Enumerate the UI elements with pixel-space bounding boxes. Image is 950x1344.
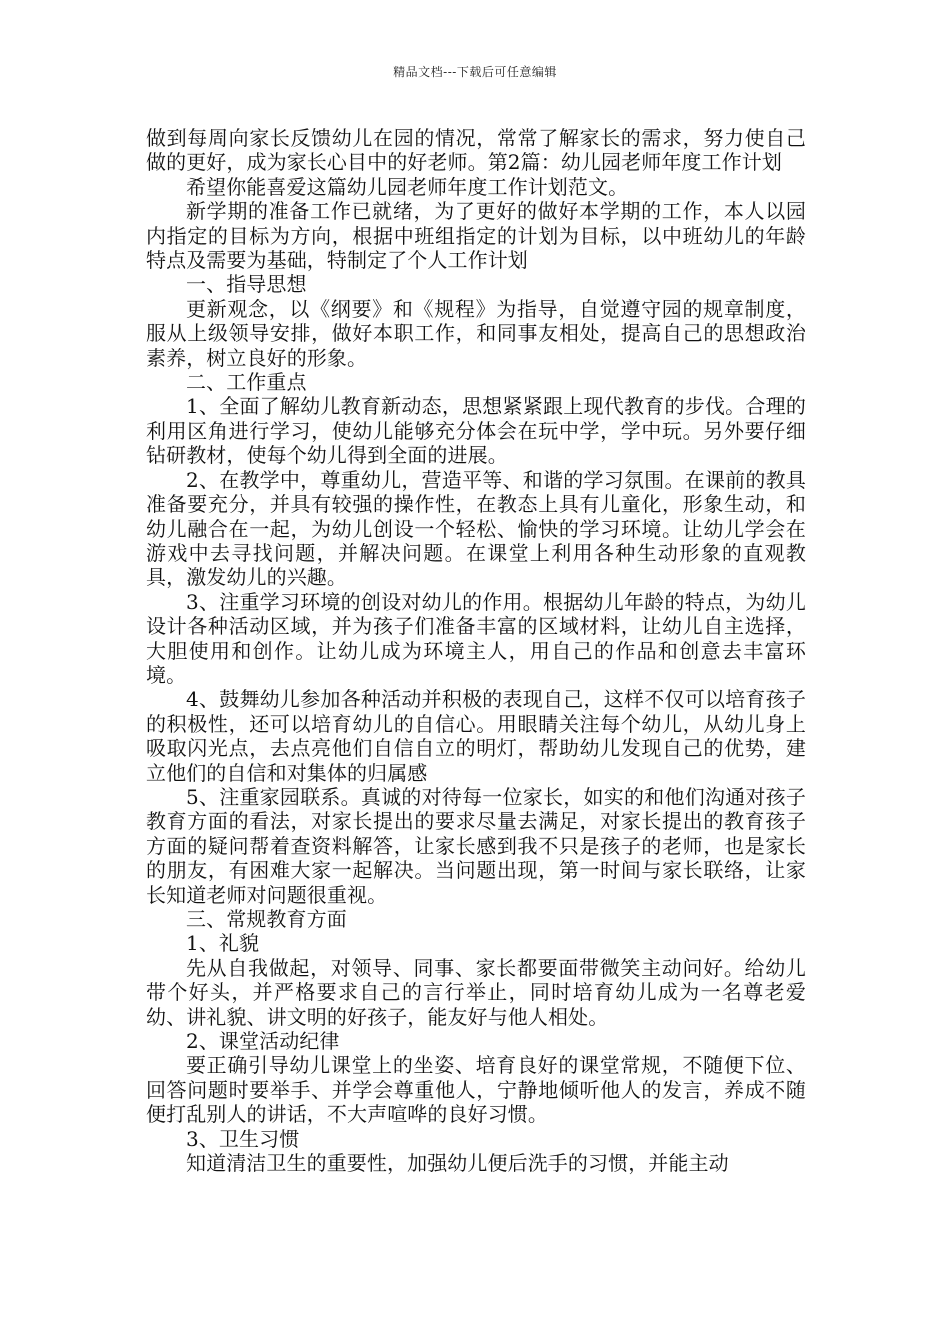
document-paragraph: 新学期的准备工作已就绪，为了更好的做好本学期的工作，本人以园内指定的目标为方向，根据中班组指定的计划为目标，以中班幼儿的年龄特点及需要为基础，特制定了个人工作计划 [146, 199, 806, 273]
document-paragraph: 希望你能喜爱这篇幼儿园老师年度工作计划范文。 [186, 174, 629, 199]
document-paragraph: 3、注重学习环境的创设对幼儿的作用。根据幼儿年龄的特点，为幼儿设计各种活动区域，并为孩子们准备丰富的区域材料，让幼儿自主选择，大胆使用和创作。让幼儿成为环境主人，用自己的作品和创意去丰富环境。 [146, 589, 806, 687]
document-paragraph: 三、常规教育方面 [186, 907, 347, 931]
document-body [146, 126, 806, 1175]
document-paragraph: 要正确引导幼儿课堂上的坐姿、培育良好的课堂常规，不随便下位、回答问题时要举手、并学会尊重他人，宁静地倾听他人的发言，养成不随便打乱别人的讲话，不大声喧哗的良好习惯。 [146, 1053, 806, 1127]
document-paragraph: 4、鼓舞幼儿参加各种活动并积极的表现自己，这样不仅可以培育孩子的积极性，还可以培育幼儿的自信心。用眼睛关注每个幼儿，从幼儿身上吸取闪光点，去点亮他们自信自立的明灯，帮助幼儿发现自己的优势，建立他们的自信和对集体的归属感 [146, 687, 806, 785]
document-paragraph: 2、课堂活动纪律 [186, 1029, 340, 1054]
document-paragraph: 二、工作重点 [186, 370, 307, 395]
document-paragraph: 更新观念，以《纲要》和《规程》为指导，自觉遵守园的规章制度，服从上级领导安排，做好本职工作，和同事友相处，提高自己的思想政治素养，树立良好的形象。 [146, 296, 806, 370]
document-paragraph: 做到每周向家长反馈幼儿在园的情况，常常了解家长的需求，努力使自己做的更好，成为家长心目中的好老师。第2篇：幼儿园老师年度工作计划 [146, 126, 806, 175]
page-header-watermark: 精品文档---下载后可任意编辑 [393, 65, 557, 79]
document-paragraph: 1、礼貌 [186, 931, 260, 956]
document-paragraph: 3、卫生习惯 [186, 1126, 300, 1151]
document-paragraph: 知道清洁卫生的重要性，加强幼儿便后洗手的习惯，并能主动 [186, 1151, 729, 1176]
document-paragraph: 一、指导思想 [186, 272, 307, 297]
document-paragraph: 2、在教学中，尊重幼儿，营造平等、和谐的学习氛围。在课前的教具准备要充分，并具有较强的操作性，在教态上具有儿童化，形象生动，和幼儿融合在一起，为幼儿创设一个轻松、愉快的学习环境。让幼儿学会在游戏中去寻找问题，并解决问题。在课堂上利用各种生动形象的直观教具，激发幼儿的兴趣。 [146, 467, 806, 590]
document-paragraph: 先从自我做起，对领导、同事、家长都要面带微笑主动问好。给幼儿带个好头，并严格要求自己的言行举止，同时培育幼儿成为一名尊老爱幼、讲礼貌、讲文明的好孩子，能友好与他人相处。 [146, 955, 806, 1029]
document-paragraph: 1、全面了解幼儿教育新动态，思想紧紧跟上现代教育的步伐。合理的利用区角进行学习，使幼儿能够充分体会在玩中学，学中玩。另外要仔细钻研教材，使每个幼儿得到全面的进展。 [146, 394, 806, 468]
document-paragraph: 5、注重家园联系。真诚的对待每一位家长，如实的和他们沟通对孩子教育方面的看法，对家长提出的要求尽量去满足，对家长提出的教育孩子方面的疑问帮着查资料解答，让家长感到我不只是孩子的老师，也是家长的朋友，有困难大家一起解决。当问题出现，第一时间与家长联络，让家长知道老师对问题很重视。 [146, 784, 806, 907]
